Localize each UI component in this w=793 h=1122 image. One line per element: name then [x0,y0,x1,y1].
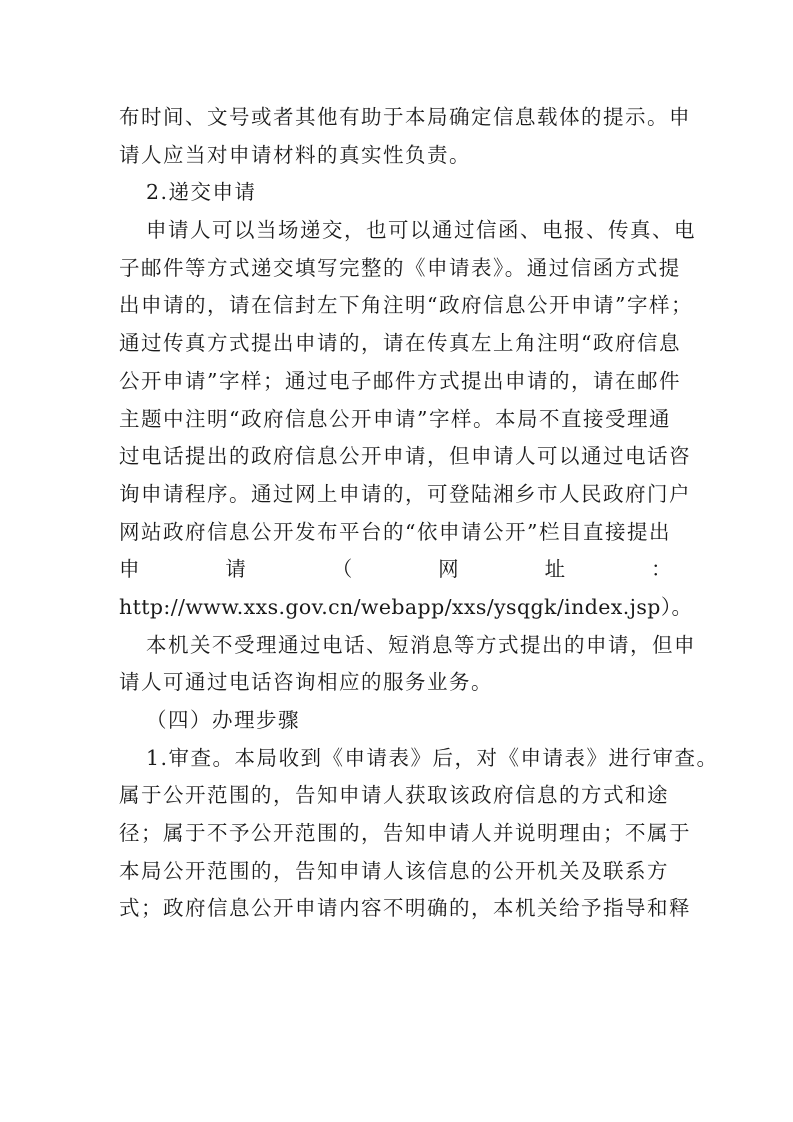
paragraph-line: 本局公开范围的，告知申请人该信息的公开机关及联系方 [119,858,669,883]
website-url-line: http://www.xxs.gov.cn/webapp/xxs/ysqgk/index.jsp）。 [119,594,693,619]
paragraph-line: 过电话提出的政府信息公开申请，但申请人可以通过电话咨 [119,444,691,469]
spread-char: （ [331,557,354,582]
document-body [119,99,719,928]
paragraph-line: 属于公开范围的，告知申请人获取该政府信息的方式和途 [119,783,669,808]
spread-justified-line [119,551,679,589]
paragraph-line: 申请人可以当场递交，也可以通过信函、电报、传真、电 [146,218,696,243]
paragraph-line: 通过传真方式提出申请的，请在传真左上角注明“政府信息 [119,331,681,356]
paragraph-line: 主题中注明“政府信息公开申请”字样。本局不直接受理通 [119,406,671,431]
spread-char: 申 [119,557,141,582]
paragraph-line: 径；属于不予公开范围的，告知申请人并说明理由；不属于 [119,821,691,846]
spread-char: 请 [225,557,248,582]
paragraph-line: 本机关不受理通过电话、短消息等方式提出的申请，但申 [146,632,696,657]
paragraph-line: 公开申请”字样；通过电子邮件方式提出申请的，请在邮件 [119,368,681,393]
spread-char: 网 [438,557,461,582]
spread-char: 址 [544,557,567,582]
spread-char: ： [650,557,673,582]
paragraph-line: 网站政府信息公开发布平台的“依申请公开”栏目直接提出 [119,519,671,544]
paragraph-line: 式；政府信息公开申请内容不明确的，本机关给予指导和释 [119,896,691,921]
paragraph-line: 请人可通过电话咨询相应的服务业务。 [119,670,493,695]
section-heading: 2.递交申请 [146,180,257,205]
paragraph-line: 请人应当对申请材料的真实性负责。 [119,142,471,167]
paragraph-line: 1.审查。本局收到《申请表》后，对《申请表》进行审查。 [146,745,719,770]
paragraph-line: 子邮件等方式递交填写完整的《申请表》。通过信函方式提 [119,255,681,280]
paragraph-line: 布时间、文号或者其他有助于本局确定信息载体的提示。申 [119,105,691,129]
paragraph-line: 询申请程序。通过网上申请的，可登陆湘乡市人民政府门户 [119,481,691,506]
paragraph-line: 出申请的，请在信封左下角注明“政府信息公开申请”字样； [119,293,693,318]
section-heading: （四）办理步骤 [146,708,300,732]
